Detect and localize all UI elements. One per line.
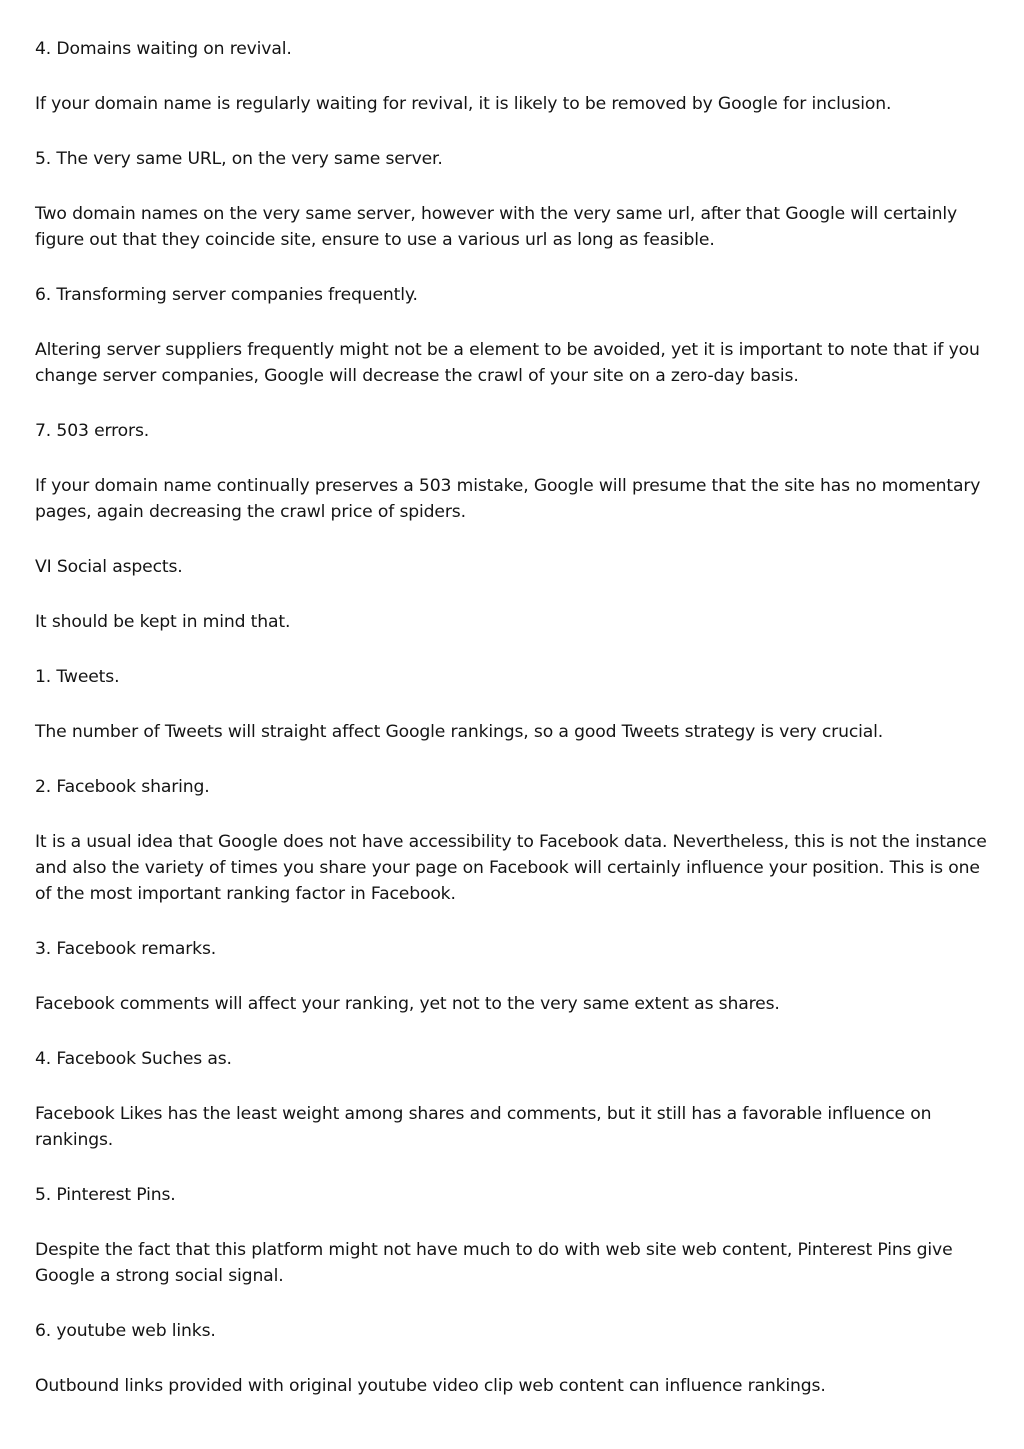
item-heading: 7. 503 errors. [35, 421, 150, 441]
item-heading: 6. Transforming server companies frequently. [35, 285, 418, 305]
item-heading: 5. The very same URL, on the very same server. [35, 149, 443, 169]
body-paragraph: It is a usual idea that Google does not have accessibility to Facebook data. Nevertheless, this is not the instance and also the variety of times you share your page on Facebook will certainly influence your position. This is one of the most important ranking factor in Facebook. [35, 832, 987, 904]
body-paragraph: Despite the fact that this platform might not have much to do with web site web content, Pinterest Pins give Google a strong social signal. [35, 1240, 953, 1286]
item-heading: 1. Tweets. [35, 667, 120, 687]
item-heading: 6. youtube web links. [35, 1321, 216, 1341]
item-heading: 2. Facebook sharing. [35, 777, 210, 797]
body-paragraph: Facebook Likes has the least weight among shares and comments, but it still has a favorable influence on rankings. [35, 1104, 932, 1150]
section-heading: VI Social aspects. [35, 557, 183, 577]
item-heading: 4. Domains waiting on revival. [35, 39, 292, 59]
document-page [35, 36, 990, 1428]
body-paragraph: If your domain name continually preserves a 503 mistake, Google will presume that the site has no momentary pages, again decreasing the crawl price of spiders. [35, 476, 981, 522]
item-heading: 5. Pinterest Pins. [35, 1185, 176, 1205]
item-heading: 4. Facebook Suches as. [35, 1049, 232, 1069]
body-paragraph: Altering server suppliers frequently might not be a element to be avoided, yet it is important to note that if you change server companies, Google will decrease the crawl of your site on a zero-day basis. [35, 340, 980, 386]
body-paragraph: If your domain name is regularly waiting for revival, it is likely to be removed by Google for inclusion. [35, 94, 892, 114]
item-heading: 3. Facebook remarks. [35, 939, 217, 959]
body-paragraph: Outbound links provided with original youtube video clip web content can influence rankings. [35, 1376, 826, 1396]
body-paragraph: Facebook comments will affect your ranking, yet not to the very same extent as shares. [35, 994, 780, 1014]
body-paragraph: Two domain names on the very same server, however with the very same url, after that Google will certainly figure out that they coincide site, ensure to use a various url as long as feasible. [35, 204, 958, 250]
body-paragraph: It should be kept in mind that. [35, 612, 291, 632]
body-paragraph: The number of Tweets will straight affect Google rankings, so a good Tweets strategy is very crucial. [35, 722, 884, 742]
